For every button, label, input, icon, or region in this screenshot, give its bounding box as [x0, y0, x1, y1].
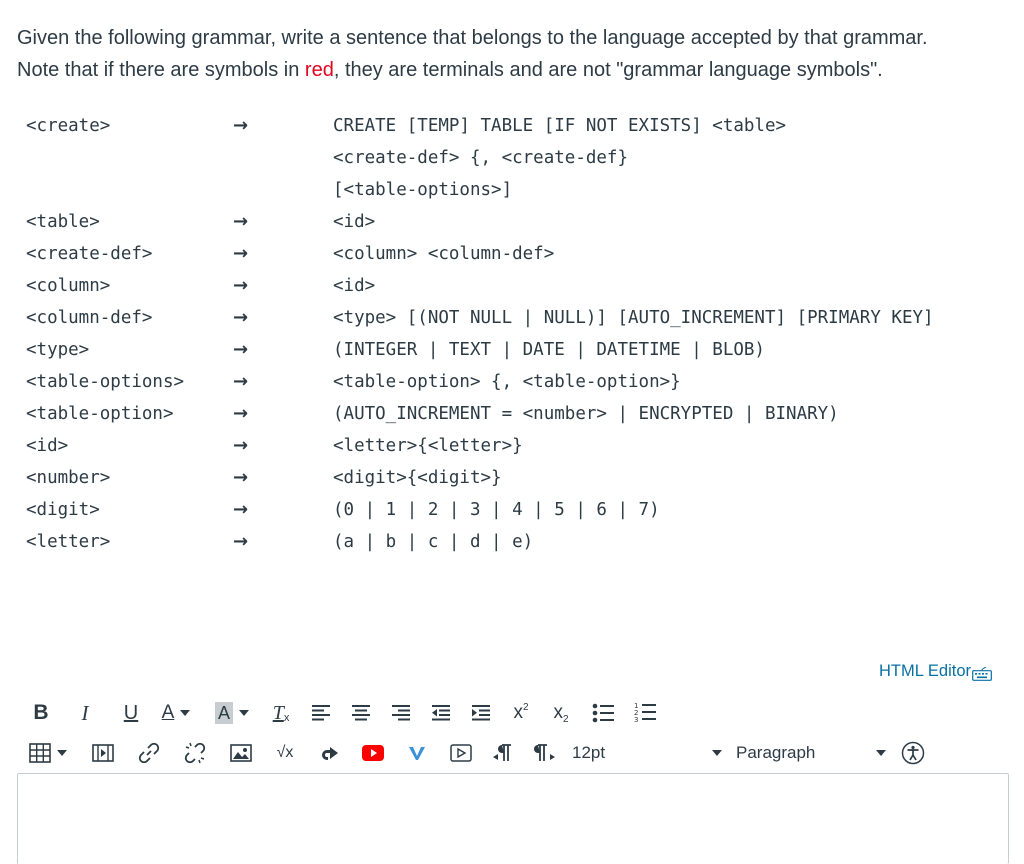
production-line: <id>: [333, 276, 376, 296]
superscript-icon: x: [513, 702, 523, 723]
production-line: <column> <column-def>: [333, 244, 555, 264]
grammar-nonterminal: <number>: [26, 468, 111, 488]
indent-button[interactable]: [466, 698, 496, 728]
text-color-button[interactable]: [154, 698, 198, 728]
prompt-line-2: [17, 54, 1007, 86]
media-icon: [92, 744, 114, 762]
grammar-production: [333, 462, 502, 494]
clear-formatting-icon: T: [272, 701, 284, 724]
production-line: <digit>{<digit>}: [333, 468, 502, 488]
background-color-button[interactable]: [208, 698, 256, 728]
rtl-icon: [534, 742, 556, 764]
grammar-nonterminal: <column-def>: [26, 308, 153, 328]
production-line: CREATE [TEMP] TABLE [IF NOT EXISTS] <table>: [333, 116, 787, 136]
arrow-icon: →: [233, 339, 249, 360]
chevron-down-icon: [712, 750, 722, 756]
editor-toolbar-row-2: [26, 736, 928, 770]
grammar-production: [333, 366, 681, 398]
numbered-list-button[interactable]: [630, 698, 660, 728]
clear-formatting-icon: x: [283, 712, 290, 724]
outdent-icon: [431, 704, 451, 722]
html-editor-label: HTML Editor: [879, 662, 971, 680]
ltr-button[interactable]: [488, 738, 518, 768]
text-color-icon: A: [161, 702, 175, 723]
svg-text:1: 1: [634, 702, 639, 710]
video-icon: [450, 744, 472, 762]
bullet-list-icon: [592, 703, 614, 723]
subscript-button[interactable]: [546, 698, 576, 728]
arrow-icon: →: [233, 499, 249, 520]
math-equation-icon: √x: [276, 744, 294, 761]
arrow-icon: →: [233, 531, 249, 552]
arrow-icon: →: [233, 115, 249, 136]
grammar-nonterminal: <table-options>: [26, 372, 185, 392]
production-line: (AUTO_INCREMENT = <number> | ENCRYPTED | BINARY): [333, 404, 839, 424]
bold-button[interactable]: [26, 698, 56, 728]
embed-icon: [318, 743, 340, 763]
grammar-nonterminal: <create-def>: [26, 244, 153, 264]
youtube-icon: [361, 744, 385, 762]
grammar-nonterminal: <column>: [26, 276, 111, 296]
arrow-icon: →: [233, 243, 249, 264]
html-editor-link[interactable]: [879, 662, 992, 681]
accessibility-icon: [901, 741, 925, 765]
font-size-select[interactable]: [572, 738, 722, 768]
underline-icon: U: [123, 701, 139, 724]
production-line: (a | b | c | d | e): [333, 532, 534, 552]
chevron-down-icon: [239, 710, 249, 716]
grammar-nonterminal: <create>: [26, 116, 111, 136]
bullet-list-button[interactable]: [588, 698, 618, 728]
grammar-production: [333, 238, 554, 270]
table-button[interactable]: [26, 738, 70, 768]
table-icon: [29, 743, 51, 763]
background-color-icon: A: [215, 702, 233, 724]
bold-icon: B: [33, 701, 49, 724]
align-center-icon: [351, 704, 371, 722]
block-format-value: Paragraph: [736, 743, 816, 762]
grammar-production: [333, 526, 533, 558]
grammar-nonterminal: <table>: [26, 212, 100, 232]
arrow-icon: →: [233, 403, 249, 424]
arrow-icon: →: [233, 435, 249, 456]
subscript-icon: x: [553, 702, 563, 723]
italic-button[interactable]: [70, 698, 100, 728]
accessibility-checker-button[interactable]: [898, 738, 928, 768]
grammar-production: [333, 110, 786, 206]
underline-button[interactable]: [116, 698, 146, 728]
align-left-button[interactable]: [306, 698, 336, 728]
grammar-production: [333, 270, 375, 302]
numbered-list-icon: [634, 702, 656, 724]
indent-icon: [471, 704, 491, 722]
align-right-icon: [391, 704, 411, 722]
superscript-icon: 2: [522, 701, 529, 713]
prompt-text: Note that if there are symbols in: [17, 59, 305, 81]
subscript-icon: 2: [562, 713, 569, 725]
unlink-icon: [184, 742, 206, 764]
align-left-icon: [311, 704, 331, 722]
arrow-icon: →: [233, 467, 249, 488]
embed-button[interactable]: [314, 738, 344, 768]
question-prompt: [17, 22, 1007, 86]
grammar-production: [333, 430, 523, 462]
outdent-button[interactable]: [426, 698, 456, 728]
arrow-icon: →: [233, 275, 249, 296]
chevron-down-icon: [180, 710, 190, 716]
editor-toolbar-row-1: [26, 696, 660, 730]
link-icon: [138, 742, 160, 764]
align-right-button[interactable]: [386, 698, 416, 728]
align-center-button[interactable]: [346, 698, 376, 728]
clear-formatting-button[interactable]: [266, 698, 296, 728]
rich-text-editor-area[interactable]: [17, 773, 1009, 864]
production-line: (0 | 1 | 2 | 3 | 4 | 5 | 6 | 7): [333, 500, 660, 520]
italic-icon: I: [81, 700, 89, 725]
production-line: <id>: [333, 212, 376, 232]
arrow-icon: →: [233, 211, 249, 232]
grammar-production: [333, 334, 765, 366]
production-line: <letter>{<letter>}: [333, 436, 523, 456]
keyboard-icon: [972, 667, 992, 681]
production-line: (INTEGER | TEXT | DATE | DATETIME | BLOB): [333, 340, 765, 360]
prompt-red-word: red: [304, 59, 334, 81]
image-button[interactable]: [226, 738, 256, 768]
grammar-nonterminal: <table-option>: [26, 404, 174, 424]
prompt-text: , they are terminals and are not "grammar language symbols".: [333, 59, 883, 81]
grammar-nonterminal: <type>: [26, 340, 90, 360]
image-icon: [230, 744, 252, 762]
ltr-icon: [492, 742, 514, 764]
svg-text:3: 3: [634, 716, 639, 724]
vimeo-button[interactable]: [402, 738, 432, 768]
production-line: <create-def> {, <create-def}: [333, 148, 629, 168]
video-button[interactable]: [446, 738, 476, 768]
grammar-production: [333, 494, 660, 526]
link-button[interactable]: [134, 738, 164, 768]
vimeo-icon: [407, 744, 427, 762]
grammar-production: [333, 302, 934, 334]
chevron-down-icon: [57, 750, 67, 756]
grammar-nonterminal: <digit>: [26, 500, 100, 520]
block-format-select[interactable]: [736, 738, 886, 768]
superscript-button[interactable]: [506, 698, 536, 728]
grammar-production: [333, 398, 839, 430]
unlink-button[interactable]: [180, 738, 210, 768]
arrow-icon: →: [233, 307, 249, 328]
grammar-production: [333, 206, 375, 238]
math-equation-button[interactable]: [270, 738, 300, 768]
production-line: <table-option> {, <table-option>}: [333, 372, 681, 392]
font-size-value: 12pt: [572, 743, 606, 762]
grammar-nonterminal: <letter>: [26, 532, 111, 552]
prompt-line-1: Given the following grammar, write a sentence that belongs to the language accepted by that grammar.: [17, 27, 928, 49]
arrow-icon: →: [233, 371, 249, 392]
youtube-button[interactable]: [358, 738, 388, 768]
production-line: <type> [(NOT NULL | NULL)] [AUTO_INCREMENT] [PRIMARY KEY]: [333, 308, 934, 328]
rtl-button[interactable]: [530, 738, 560, 768]
production-line: [<table-options>]: [333, 180, 513, 200]
chevron-down-icon: [876, 750, 886, 756]
grammar-nonterminal: <id>: [26, 436, 69, 456]
svg-text:2: 2: [634, 709, 639, 717]
media-button[interactable]: [88, 738, 118, 768]
